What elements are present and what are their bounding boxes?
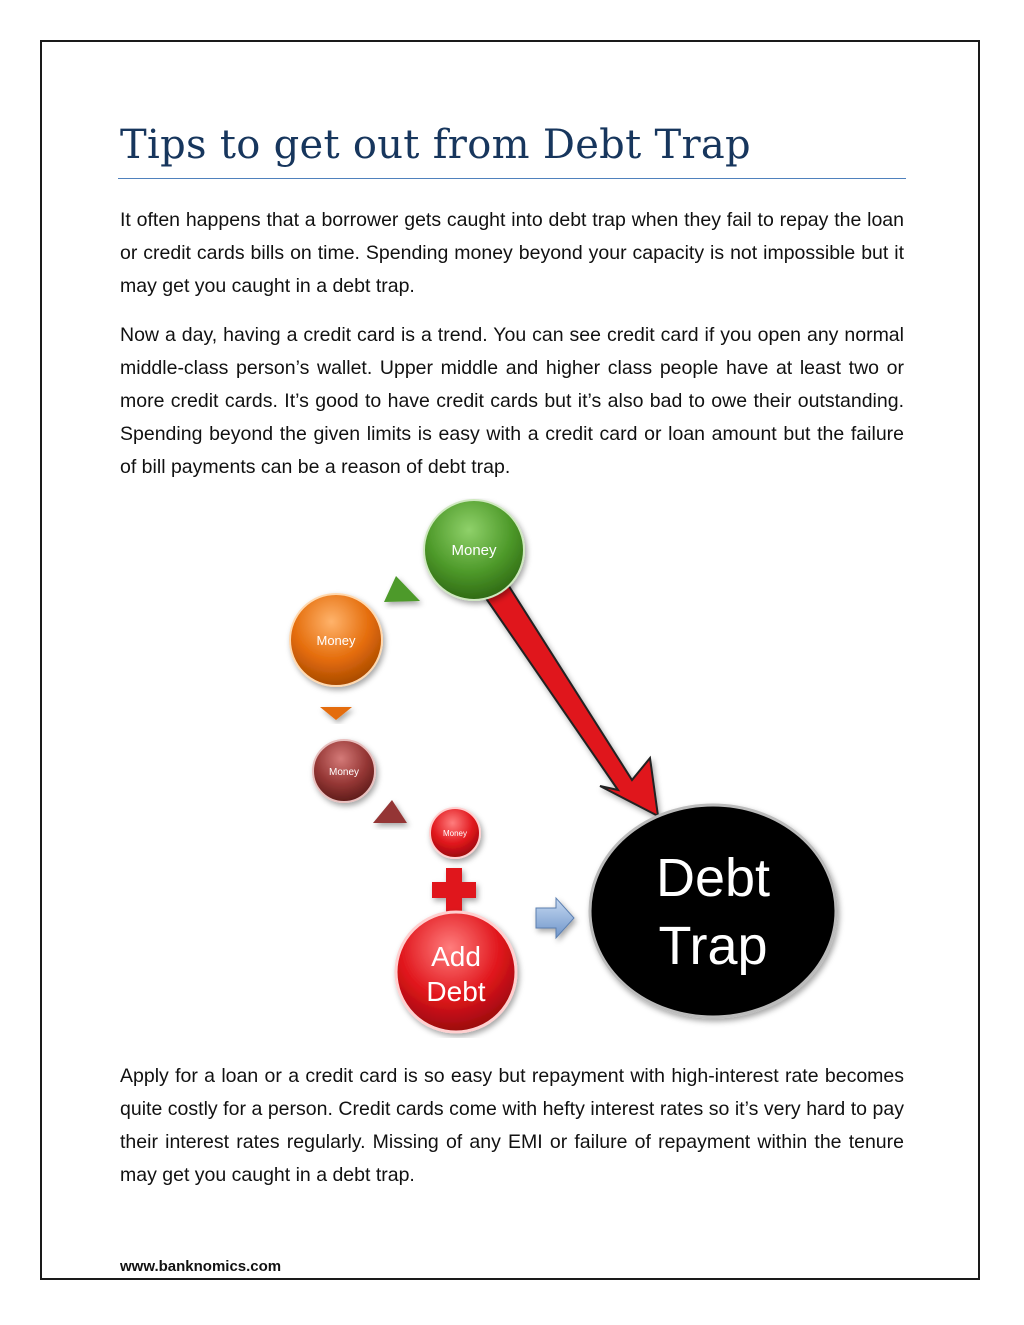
debt-trap-circle xyxy=(590,805,836,1017)
debt-trap-label-line1: Debt xyxy=(655,848,771,908)
money-label-maroon: Money xyxy=(328,767,360,778)
blue-arrow-right xyxy=(536,898,574,938)
triangle-orange xyxy=(320,707,352,720)
plus-icon xyxy=(432,868,476,912)
money-label-green: Money xyxy=(451,542,497,559)
footer-website: www.banknomics.com xyxy=(120,1258,282,1275)
paragraph-repayment: Apply for a loan or a credit card is so easy but repayment with high-interest rate becomes quite costly for a person. Credit cards come with hefty interest rates so it’s very hard to pay their interest rates regularly. Missing of any EMI or failure of repayment within the tenure may get you caught in a debt trap. xyxy=(120,1065,904,1186)
add-debt-circle xyxy=(396,912,516,1032)
add-debt-label-line1: Add xyxy=(431,941,481,972)
page-title: Tips to get out from Debt Trap xyxy=(120,122,751,168)
money-label-orange: Money xyxy=(316,633,356,648)
red-arrow xyxy=(483,580,658,816)
paragraph-intro: It often happens that a borrower gets caught into debt trap when they fail to repay the loan or credit cards bills on time. Spending money beyond your capacity is not impossible but it may get you caught in a debt trap. xyxy=(120,209,904,297)
paragraph-credit-cards: Now a day, having a credit card is a trend. You can see credit card if you open any normal middle-class person’s wallet. Upper middle and higher class people have at least two or more credit cards. It’s good to have credit cards but it’s also bad to owe their outstanding. Spending beyond the given limits is easy with a credit card or loan amount but the failure of bill payments can be a reason of debt trap. xyxy=(120,324,904,478)
money-label-red-small: Money xyxy=(442,829,468,838)
debt-trap-label-line2: Trap xyxy=(658,916,768,976)
triangle-green xyxy=(384,576,420,602)
triangle-maroon xyxy=(373,800,407,823)
title-underline xyxy=(118,178,906,179)
debt-trap-diagram xyxy=(280,498,860,1038)
add-debt-label-line2: Debt xyxy=(426,976,486,1007)
